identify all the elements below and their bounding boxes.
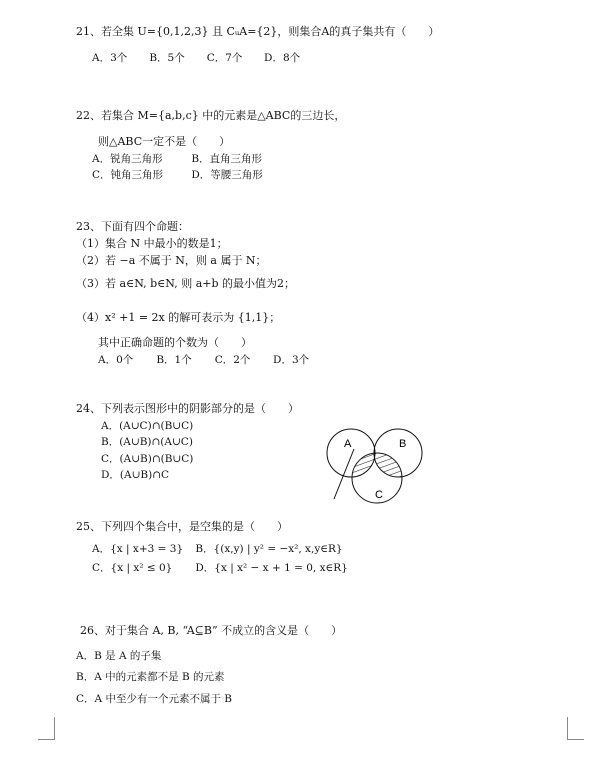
venn-label-b: B	[399, 438, 407, 450]
q25-options-row1	[92, 542, 343, 556]
q21-stem: 21、若全集 U={0,1,2,3} 且 CᵤA={2}，则集合A的真子集共有（ ）	[76, 25, 440, 38]
q24-option-c: C．(A∪B)∩(B∪C)	[101, 453, 194, 465]
q22-option-b: B．直角三角形	[191, 153, 263, 165]
q23-prop-3: （3）若 a∈N, b∈N, 则 a+b 的最小值为2；	[76, 277, 296, 290]
q23-stem: 23、下面有四个命题：	[76, 220, 189, 233]
q24-option-d: D．(A∪B)∩C	[101, 469, 170, 481]
q26-option-a: A．B 是 A 的子集	[76, 650, 162, 662]
q24-option-a: A．(A∪C)∩(B∪C)	[101, 420, 194, 432]
q22-option-c: C．钝角三角形	[92, 169, 164, 181]
q25-option-c: C．{x | x² ≤ 0}	[92, 562, 173, 574]
q26-stem: 26、对于集合 A, B, “A⊆B” 不成立的含义是（ ）	[80, 624, 343, 637]
q23-option-a: A．0个	[98, 354, 134, 366]
q23-option-b: B．1个	[156, 354, 192, 366]
q21-options	[92, 51, 300, 65]
q25-option-a: A．{x | x+3 = 3}	[92, 543, 184, 555]
q26-option-c: C．A 中至少有一个元素不属于 B	[76, 693, 233, 705]
q22-stem: 22、若集合 M={a,b,c} 中的元素是△ABC的三边长，	[76, 109, 346, 122]
q22-sub: 则△ABC一定不是（ ）	[98, 135, 231, 148]
q25-stem: 25、下列四个集合中，是空集的是（ ）	[76, 520, 288, 533]
venn-diagram	[320, 415, 430, 515]
q23-option-c: C．2个	[214, 354, 251, 366]
q23-options	[98, 353, 309, 367]
q25-option-b: B．{(x,y) | y² = −x², x,y∈R}	[195, 543, 343, 555]
page-corner-mark-right	[567, 717, 584, 740]
venn-label-c: C	[375, 489, 383, 501]
q21-option-b: B．5个	[149, 52, 185, 64]
q22-options-row2	[92, 168, 263, 182]
q23-prop-4: （4）x² +1 = 2x 的解可表示为 {1,1}；	[76, 311, 281, 324]
q25-options-row2	[92, 561, 348, 575]
q21-option-d: D．8个	[264, 52, 301, 64]
venn-label-a: A	[344, 438, 352, 450]
q21-option-a: A．3个	[92, 52, 128, 64]
q23-prop-1: （1）集合 N 中最小的数是1；	[76, 237, 228, 250]
venn-circle-a	[327, 429, 375, 477]
page-corner-mark-left	[38, 717, 55, 740]
q21-option-c: C．7个	[206, 52, 243, 64]
q23-option-d: D．3个	[273, 354, 310, 366]
q22-option-a: A．锐角三角形	[92, 153, 163, 165]
q22-options-row1	[92, 152, 262, 166]
venn-pointer-line	[334, 449, 354, 499]
q26-option-b: B．A 中的元素都不是 B 的元素	[76, 671, 225, 683]
q22-option-d: D．等腰三角形	[191, 169, 263, 181]
q23-ask: 其中正确命题的个数为（ ）	[98, 336, 252, 349]
q25-option-d: D．{x | x² − x + 1 = 0, x∈R}	[195, 562, 348, 574]
q24-option-b: B．(A∪B)∩(A∪C)	[101, 436, 193, 448]
q24-stem: 24、下列表示图形中的阴影部分的是（ ）	[76, 402, 299, 415]
q23-prop-2: （2）若 −a 不属于 N，则 a 属于 N；	[76, 254, 267, 267]
